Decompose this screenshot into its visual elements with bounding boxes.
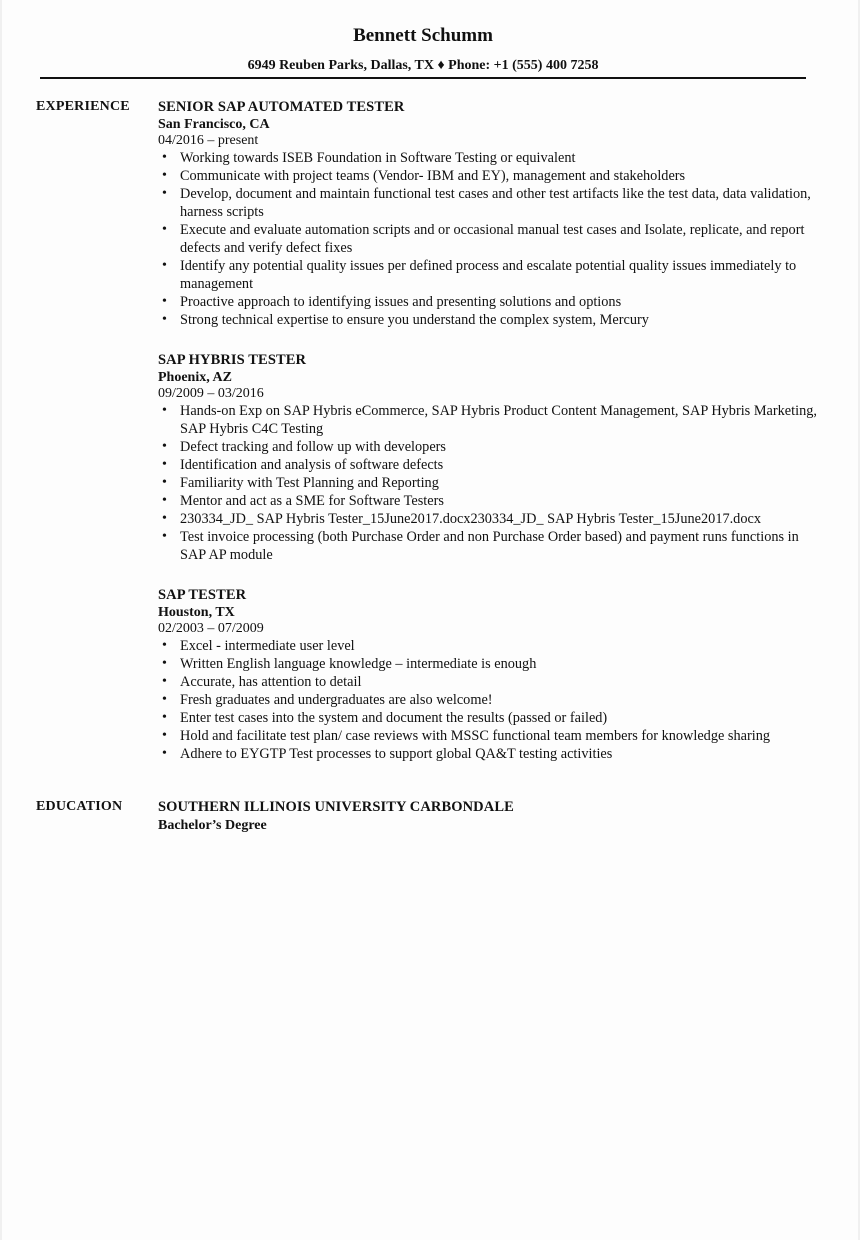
- job-bullet-text: Accurate, has attention to detail: [180, 674, 362, 690]
- job-bullet: [158, 691, 818, 709]
- bullet-icon: •: [162, 258, 167, 273]
- job-bullet-list: [158, 149, 818, 329]
- job-dates: 04/2016 – present: [158, 133, 259, 148]
- bullet-icon: •: [162, 222, 167, 237]
- job-bullet-text: Written English language knowledge – intermediate is enough: [180, 656, 537, 672]
- job-bullet: [158, 149, 818, 167]
- school-name: SOUTHERN ILLINOIS UNIVERSITY CARBONDALE: [158, 799, 514, 815]
- job-bullet: [158, 311, 818, 329]
- job-bullet: [158, 167, 818, 185]
- job-bullet: [158, 185, 818, 221]
- job-bullet-text: Test invoice processing (both Purchase Order and non Purchase Order based) and payment runs functions in SAP AP module: [180, 529, 799, 563]
- bullet-icon: •: [162, 710, 167, 725]
- contact-line: 6949 Reuben Parks, Dallas, TX ♦ Phone: +1 (555) 400 7258: [247, 58, 599, 73]
- job-bullet-text: Identification and analysis of software defects: [180, 457, 444, 473]
- job-entry: [158, 586, 818, 763]
- job-bullet: [158, 221, 818, 257]
- job-bullet: [158, 745, 818, 763]
- experience-heading: EXPERIENCE: [36, 99, 130, 114]
- job-bullet-text: 230334_JD_ SAP Hybris Tester_15June2017.docx230334_JD_ SAP Hybris Tester_15June2017.docx: [180, 511, 761, 527]
- job-location: Phoenix, AZ: [158, 370, 232, 385]
- job-bullet: [158, 637, 818, 655]
- bullet-icon: •: [162, 312, 167, 327]
- bullet-icon: •: [162, 746, 167, 761]
- job-title: SENIOR SAP AUTOMATED TESTER: [158, 99, 405, 115]
- job-bullet: [158, 438, 818, 456]
- bullet-icon: •: [162, 728, 167, 743]
- job-bullet-text: Identify any potential quality issues per defined process and escalate potential quality issues immediately to management: [180, 258, 797, 292]
- bullet-icon: •: [162, 439, 167, 454]
- job-bullet: [158, 293, 818, 311]
- job-title: SAP TESTER: [158, 587, 247, 603]
- job-bullet-text: Develop, document and maintain functional test cases and other test artifacts like the test data, data validation, harness scripts: [180, 186, 811, 220]
- job-bullet-text: Familiarity with Test Planning and Reporting: [180, 475, 439, 491]
- job-bullet-list: [158, 402, 818, 564]
- experience-section: [158, 98, 818, 785]
- bullet-icon: •: [162, 475, 167, 490]
- bullet-icon: •: [162, 674, 167, 689]
- bullet-icon: •: [162, 168, 167, 183]
- bullet-icon: •: [162, 457, 167, 472]
- job-location: San Francisco, CA: [158, 117, 270, 132]
- job-bullet-list: [158, 637, 818, 763]
- job-dates: 09/2009 – 03/2016: [158, 386, 264, 401]
- education-section: [158, 798, 818, 836]
- education-heading: EDUCATION: [36, 799, 123, 814]
- resume-header: [40, 24, 806, 75]
- bullet-icon: •: [162, 656, 167, 671]
- job-bullet-text: Adhere to EYGTP Test processes to support global QA&T testing activities: [180, 746, 613, 762]
- bullet-icon: •: [162, 692, 167, 707]
- job-bullet: [158, 655, 818, 673]
- page-edge-left: [0, 0, 2, 1240]
- job-entry: [158, 351, 818, 564]
- job-bullet-text: Strong technical expertise to ensure you understand the complex system, Mercury: [180, 312, 649, 328]
- bullet-icon: •: [162, 529, 167, 544]
- job-bullet: [158, 492, 818, 510]
- job-bullet-text: Defect tracking and follow up with developers: [180, 439, 446, 455]
- job-bullet-text: Fresh graduates and undergraduates are also welcome!: [180, 692, 493, 708]
- job-bullet: [158, 510, 818, 528]
- bullet-icon: •: [162, 493, 167, 508]
- job-bullet-text: Execute and evaluate automation scripts and or occasional manual test cases and Isolate, replicate, and report defects and verify defect fixes: [180, 222, 805, 256]
- job-bullet: [158, 456, 818, 474]
- candidate-name: Bennett Schumm: [353, 25, 493, 46]
- job-bullet-text: Hold and facilitate test plan/ case reviews with MSSC functional team members for knowledge sharing: [180, 728, 770, 744]
- job-bullet-text: Communicate with project teams (Vendor- IBM and EY), management and stakeholders: [180, 168, 686, 184]
- job-bullet: [158, 474, 818, 492]
- job-bullet: [158, 727, 818, 745]
- job-location: Houston, TX: [158, 605, 235, 620]
- job-dates: 02/2003 – 07/2009: [158, 621, 264, 636]
- job-bullet: [158, 257, 818, 293]
- bullet-icon: •: [162, 294, 167, 309]
- job-bullet-text: Excel - intermediate user level: [180, 638, 355, 654]
- job-bullet: [158, 528, 818, 564]
- job-title: SAP HYBRIS TESTER: [158, 352, 307, 368]
- job-bullet-text: Proactive approach to identifying issues and presenting solutions and options: [180, 294, 622, 310]
- job-entry: [158, 98, 818, 329]
- degree: Bachelor’s Degree: [158, 818, 267, 833]
- job-bullet-text: Working towards ISEB Foundation in Software Testing or equivalent: [180, 150, 576, 166]
- job-bullet: [158, 709, 818, 727]
- header-divider: [40, 77, 806, 79]
- job-bullet: [158, 402, 818, 438]
- job-bullet-text: Enter test cases into the system and document the results (passed or failed): [180, 710, 608, 726]
- bullet-icon: •: [162, 403, 167, 418]
- job-bullet-text: Hands-on Exp on SAP Hybris eCommerce, SAP Hybris Product Content Management, SAP Hybris Marketing, SAP Hybris C4C Testing: [180, 403, 817, 437]
- bullet-icon: •: [162, 638, 167, 653]
- bullet-icon: •: [162, 186, 167, 201]
- job-bullet: [158, 673, 818, 691]
- bullet-icon: •: [162, 511, 167, 526]
- job-bullet-text: Mentor and act as a SME for Software Testers: [180, 493, 444, 509]
- bullet-icon: •: [162, 150, 167, 165]
